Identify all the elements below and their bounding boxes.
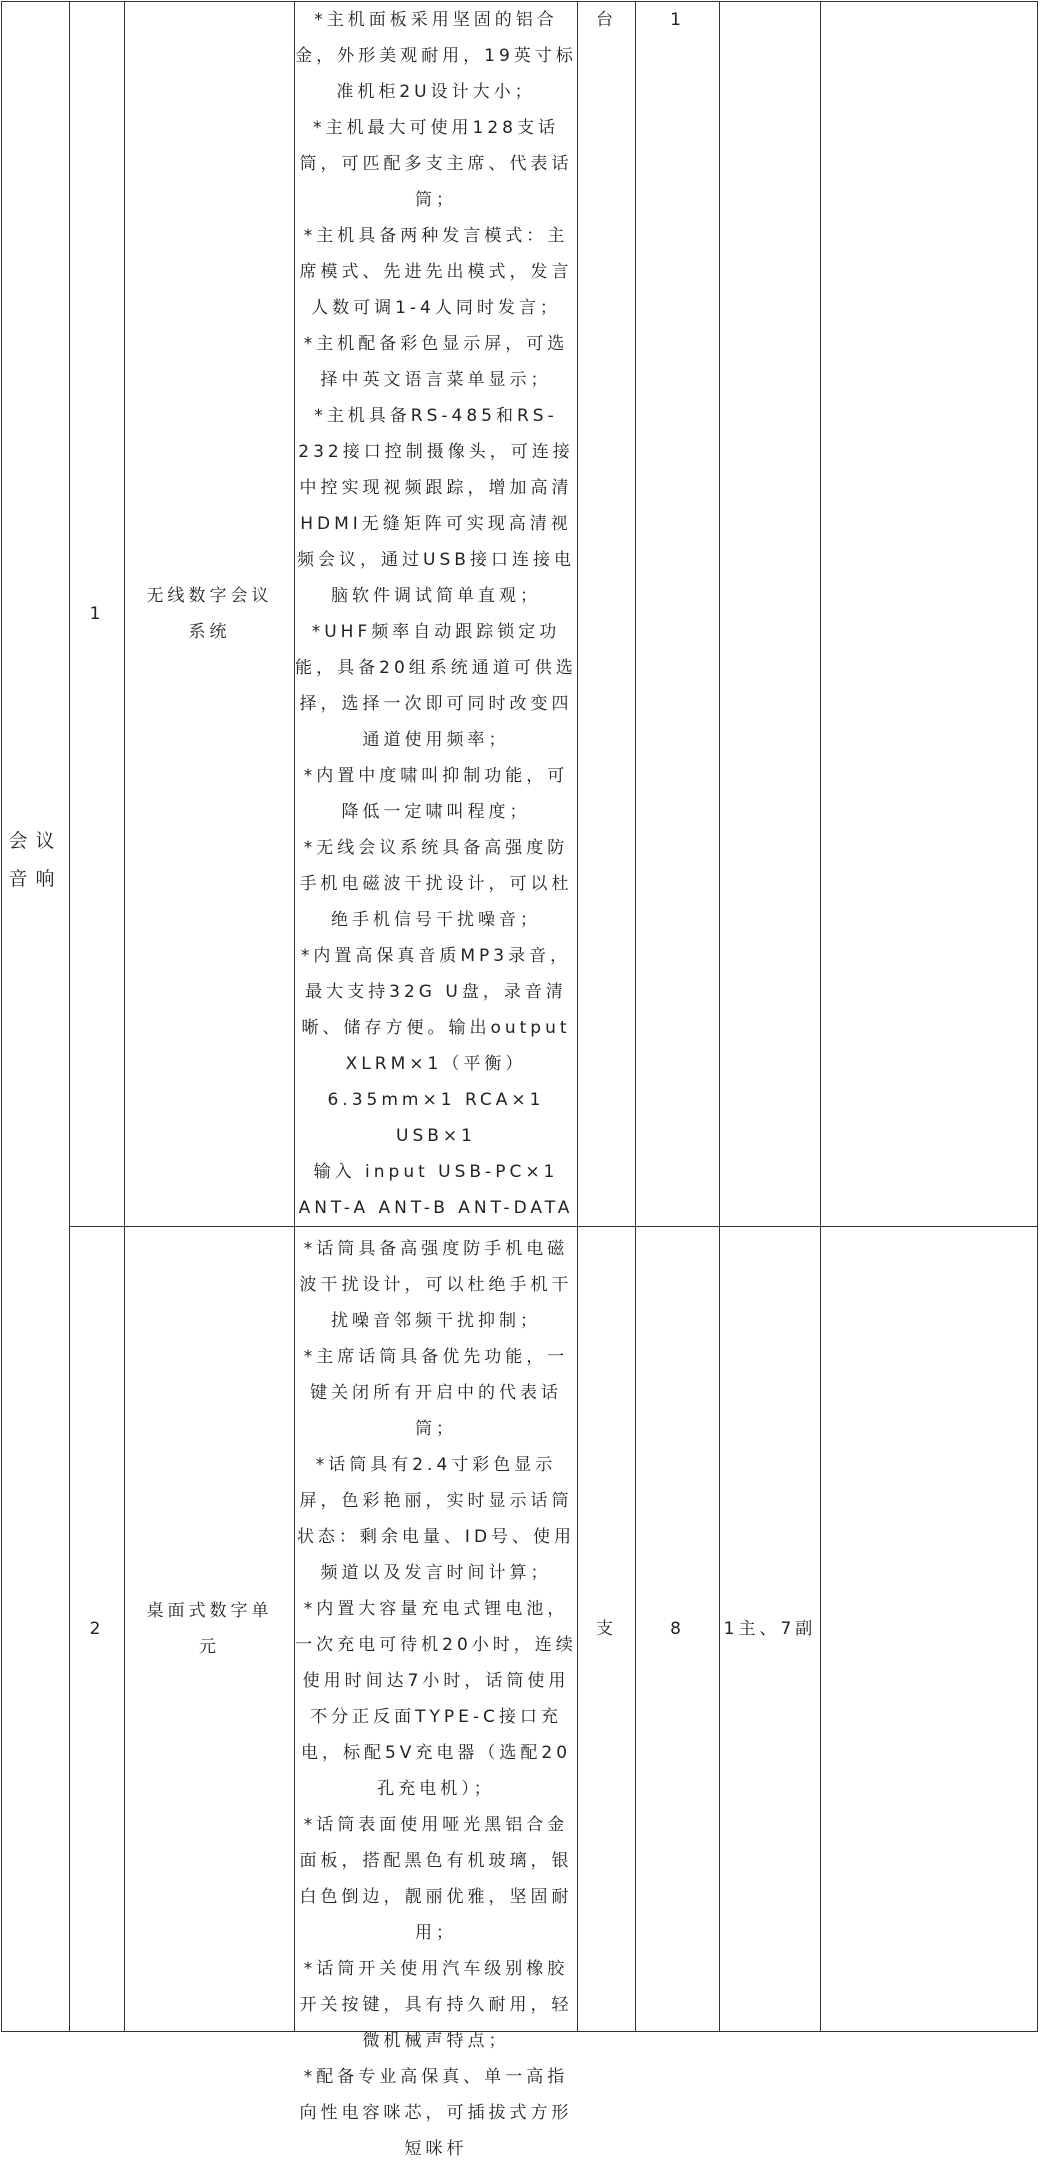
description-item: *主机最大可使用128支话筒，可匹配多支主席、代表话筒； bbox=[299, 118, 573, 210]
description-item: *话筒具有2.4寸彩色显示屏，色彩艳丽，实时显示话筒状态：剩余电量、ID号、使用频道以及发言时间计算； bbox=[296, 1455, 576, 1583]
quantity-cell: 8 bbox=[636, 1227, 720, 2032]
description-item: *内置高保真音质MP3录音，最大支持32G U盘，录音清晰、储存方便。输出output XLRM×1（平衡）6.35mm×1 RCA×1 USB×1 bbox=[300, 946, 572, 1146]
description-item: *话筒开关使用汽车级别橡胶开关按键，具有持久耐用，轻微机械声特点； bbox=[299, 1959, 573, 2051]
description-item: *UHF频率自动跟踪锁定功能，具备20组系统通道可供选择，选择一次即可同时改变四通道使用频率； bbox=[295, 622, 577, 750]
description-list bbox=[295, 2, 577, 1226]
description-item: *内置大容量充电式锂电池，一次充电可待机20小时，连续使用时间达7小时，话筒使用不分正反面TYPE-C接口充电，标配5V充电器（选配20孔充电机）； bbox=[295, 1599, 577, 1799]
row-number: 1 bbox=[70, 2, 125, 1227]
unit-cell: 支 bbox=[578, 1227, 636, 2032]
description-item: *内置中度啸叫抑制功能，可降低一定啸叫程度； bbox=[303, 766, 569, 822]
unit-cell: 台 bbox=[578, 2, 636, 1227]
description-item: *主机面板采用坚固的铝合金，外形美观耐用，19英寸标准机柜2U设计大小； bbox=[295, 10, 577, 102]
description-item: *话筒具备高强度防手机电磁波干扰设计，可以杜绝手机干扰噪音邻频干扰抑制； bbox=[299, 1239, 573, 1331]
description-item: *主机具备RS-485和RS-232接口控制摄像头，可连接中控实现视频跟踪，增加高清HDMI无缝矩阵可实现高清视频会议，通过USB接口连接电脑软件调试简单直观； bbox=[297, 406, 575, 606]
description-item: *无线会议系统具备高强度防手机电磁波干扰设计，可以杜绝手机信号干扰噪音； bbox=[299, 838, 573, 930]
remark-cell: 1主、7副 bbox=[720, 1227, 821, 2032]
remark-cell bbox=[720, 2, 821, 1227]
description-item: *话筒表面使用哑光黑铝合金面板，搭配黑色有机玻璃，银白色倒边，靓丽优雅，坚固耐用； bbox=[299, 1815, 573, 1943]
extra-cell bbox=[821, 2, 1038, 1227]
item-name: 桌面式数字单元 bbox=[125, 1227, 295, 2032]
category-cell bbox=[2, 2, 70, 2032]
extra-cell bbox=[821, 1227, 1038, 2032]
category-label: 会议 音响 bbox=[8, 830, 63, 890]
table-row bbox=[2, 1227, 1038, 2032]
description-list bbox=[295, 1231, 577, 2167]
description-item: *配备专业高保真、单一高指向性电容咪芯，可插拔式方形短咪杆 bbox=[299, 2067, 573, 2159]
row-number: 2 bbox=[70, 1227, 125, 2032]
description-item: *主席话筒具备优先功能，一键关闭所有开启中的代表话筒； bbox=[303, 1347, 569, 1439]
description-item: 输入 input USB-PC×1 ANT-A ANT-B ANT-DATA bbox=[298, 1162, 574, 1218]
spec-table bbox=[1, 1, 1038, 2159]
quantity-cell: 1 bbox=[636, 2, 720, 1227]
description-item: *主机配备彩色显示屏，可选择中英文语言菜单显示； bbox=[303, 334, 569, 390]
description-item: *主机具备两种发言模式：主席模式、先进先出模式，发言人数可调1-4人同时发言； bbox=[299, 226, 573, 318]
item-description bbox=[295, 1227, 578, 2159]
item-name: 无线数字会议系统 bbox=[125, 2, 295, 1227]
table-row bbox=[2, 2, 1038, 1227]
item-description bbox=[295, 2, 578, 1227]
